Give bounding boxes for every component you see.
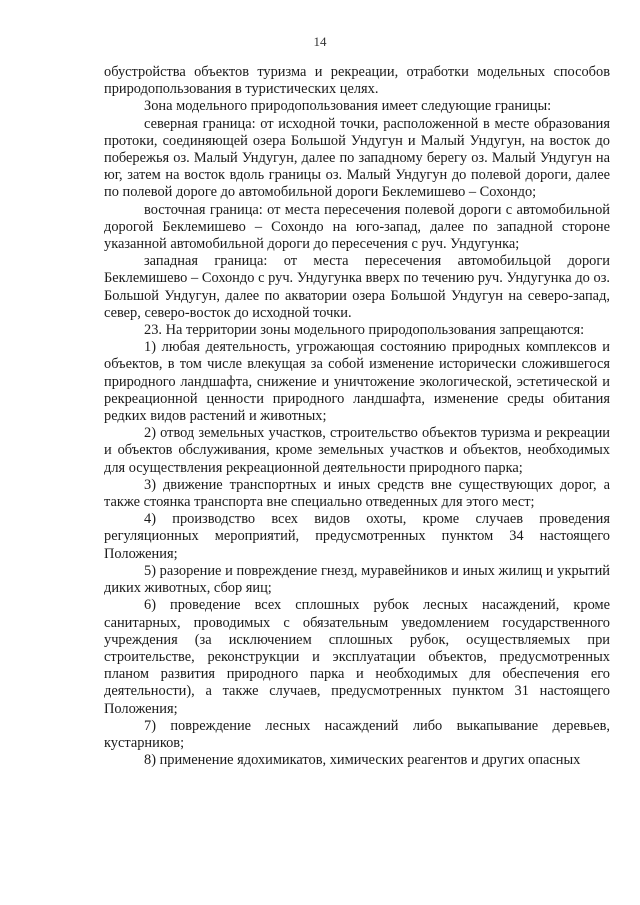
- paragraph: 1) любая деятельность, угрожающая состоянию природных комплексов и объектов, в том числе влекущая за собой изменение исторически сложившегося природного ландшафта, снижение и уничтожение экологической, эстетической и рекреационной ценности природного ландшафта, изменение среды обитания редких видов растений и животных;: [104, 339, 610, 425]
- paragraph: Зона модельного природопользования имеет следующие границы:: [144, 98, 552, 115]
- document-body: [104, 64, 610, 769]
- paragraph: северная граница: от исходной точки, расположенной в месте образования протоки, соединяющей озера Большой Ундугун и Малый Ундугун, на восток до побережья оз. Малый Ундугун, далее по западному берегу оз. Малый Ундугун на юг, затем на восток вдоль границы оз. Малый Ундугун до полевой дороги, далее по полевой дороге до автомобильной дороги Беклемишево – Сохондо;: [104, 115, 610, 201]
- paragraph: обустройства объектов туризма и рекреации, отработки модельных способов природопользования в туристических целях.: [104, 64, 610, 98]
- paragraph: 8) применение ядохимикатов, химических реагентов и других опасных: [144, 752, 581, 769]
- paragraph: 2) отвод земельных участков, строительство объектов туризма и рекреации и объектов обслуживания, кроме земельных участков и объектов, необходимых для осуществления рекреационной деятельности природного парка;: [104, 425, 610, 476]
- page-number: 14: [313, 34, 327, 49]
- paragraph: восточная граница: от места пересечения полевой дороги с автомобильной дорогой Беклемишево – Сохондо на юго-запад, далее по западной стороне указанной автомобильной дороги до пересечения с руч. Ундугунка;: [104, 201, 610, 253]
- paragraph: 5) разорение и повреждение гнезд, муравейников и иных жилищ и укрытий диких животных, сбор яиц;: [104, 562, 610, 597]
- paragraph: 7) повреждение лесных насаждений либо выкапывание деревьев, кустарников;: [104, 717, 610, 751]
- paragraph: западная граница: от места пересечения автомобильцой дороги Беклемишево – Сохондо с руч. Ундугунка вверх по течению руч. Ундугунка до оз. Большой Ундугун, далее по акватории озера Большой Ундугун на северо-запад, север, северо-восток до исходной точки.: [104, 253, 610, 321]
- paragraph: 3) движение транспортных и иных средств вне существующих дорог, а также стоянка транспорта вне специально отведенных для этого мест;: [104, 476, 610, 511]
- paragraph: 23. На территории зоны модельного природопользования запрещаются:: [144, 322, 585, 339]
- paragraph: 4) производство всех видов охоты, кроме случаев проведения регуляционных мероприятий, предусмотренных пунктом 34 настоящего Положения;: [104, 511, 610, 562]
- paragraph: 6) проведение всех сплошных рубок лесных насаждений, кроме санитарных, проводимых с обязательным уведомлением государственного учреждения (за исключением сплошных рубок, осуществляемых при строительстве, реконструкции и эксплуатации объектов, предусмотренных планом развития природного парка и необходимых для обеспечения его деятельности), а также случаев, предусмотренных пунктом 31 настоящего Положения;: [104, 597, 610, 717]
